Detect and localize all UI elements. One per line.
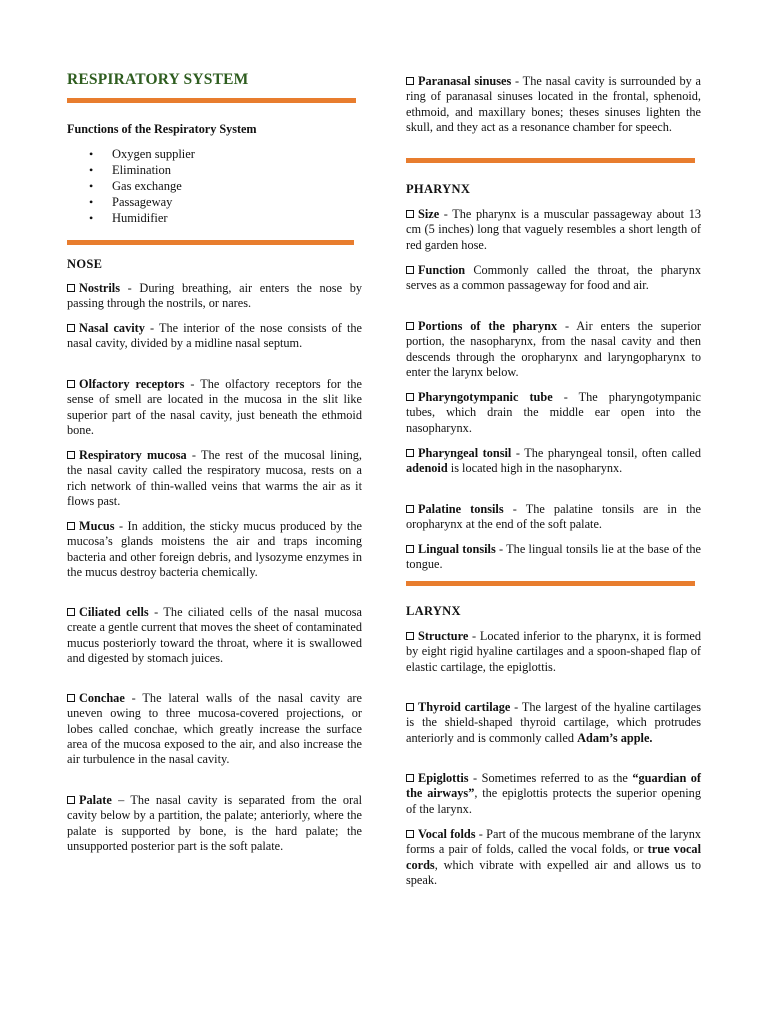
function-paragraph: Function Commonly called the throat, the pharynx serves as a common passageway for food and air.: [406, 263, 701, 293]
checkbox-icon: [406, 210, 414, 218]
mucus-paragraph: Mucus - In addition, the sticky mucus produced by the mucosa’s glands moistens the air and traps incoming bacteria and other foreign debris, and lysozyme enzymes in the mucus destroy bacteria chemically.: [67, 519, 362, 579]
portions-paragraph: Portions of the pharynx - Air enters the superior portion, the nasopharynx, from the nasal cavity and then descends through the oropharynx and laryngopharynx to enter the larynx below.: [406, 319, 702, 379]
structure-paragraph: Structure - Located inferior to the pharynx, it is formed by eight rigid hyaline cartilages and a spoon-shaped flap of elastic cartilage, the epiglottis.: [406, 629, 701, 674]
epiglottis-paragraph: Epiglottis - Sometimes referred to as the “guardian of the airways”, the epiglottis protects the superior opening of the larynx.: [406, 771, 702, 816]
palatine-tonsils-paragraph: Palatine tonsils - The palatine tonsils are in the oropharynx at the end of the soft palate.: [406, 502, 701, 532]
divider-pharynx: [406, 581, 695, 586]
checkbox-icon: [67, 694, 75, 702]
divider-functions: [67, 240, 354, 245]
nostrils-paragraph: Nostrils - During breathing, air enters the nose by passing through the nostrils, or nares.: [67, 281, 362, 311]
checkbox-icon: [67, 284, 75, 292]
divider-title: [67, 98, 356, 103]
conchae-paragraph: Conchae - The lateral walls of the nasal cavity are uneven owing to three mucosa-covered projections, or lobes called conchae, which greatly increase the surface area of the mucosa exposed to the air, and also increase the air turbulence in the nasal cavity.: [67, 691, 362, 767]
checkbox-icon: [406, 77, 414, 85]
pharynx-heading: PHARYNX: [406, 182, 471, 196]
list-item: • Elimination: [67, 162, 195, 178]
pharyngeal-tonsil-paragraph: Pharyngeal tonsil - The pharyngeal tonsil, often called adenoid is located high in the nasopharynx.: [406, 446, 702, 476]
list-item: • Oxygen supplier: [67, 146, 195, 162]
list-item: • Passageway: [67, 194, 195, 210]
functions-heading: Functions of the Respiratory System: [67, 122, 257, 136]
checkbox-icon: [67, 796, 75, 804]
size-paragraph: Size - The pharynx is a muscular passageway about 13 cm (5 inches) long that vaguely resembles a short length of red garden hose.: [406, 207, 701, 252]
checkbox-icon: [406, 545, 414, 553]
larynx-heading: LARYNX: [406, 604, 461, 618]
checkbox-icon: [406, 830, 414, 838]
list-item: • Gas exchange: [67, 178, 195, 194]
lingual-tonsils-paragraph: Lingual tonsils - The lingual tonsils lie at the base of the tongue.: [406, 542, 701, 572]
thyroid-cartilage-paragraph: Thyroid cartilage - The largest of the hyaline cartilages is the shield-shaped thyroid cartilage, which protrudes anteriorly and is commonly called Adam’s apple.: [406, 700, 702, 745]
checkbox-icon: [67, 324, 75, 332]
checkbox-icon: [406, 322, 414, 330]
checkbox-icon: [406, 449, 414, 457]
palate-paragraph: Palate – The nasal cavity is separated from the oral cavity below by a partition, the palate; anteriorly, where the palate is supported by bone, is the hard palate; the unsupported posterior part is the soft palate.: [67, 793, 362, 853]
list-item: • Humidifier: [67, 210, 195, 226]
ciliated-cells-paragraph: Ciliated cells - The ciliated cells of the nasal mucosa create a gentle current that moves the sheet of contaminated mucus posteriorly toward the throat, where it is swallowed and digested by stomach juices.: [67, 605, 363, 665]
checkbox-icon: [67, 522, 75, 530]
checkbox-icon: [406, 393, 414, 401]
nasal-cavity-paragraph: Nasal cavity - The interior of the nose consists of the nasal cavity, divided by a midline nasal septum.: [67, 321, 363, 351]
pharyngotympanic-paragraph: Pharyngotympanic tube - The pharyngotympanic tubes, which drain the middle ear open into the nasopharynx.: [406, 390, 702, 435]
functions-list: [67, 146, 195, 226]
page-title: RESPIRATORY SYSTEM: [67, 71, 249, 88]
checkbox-icon: [406, 703, 414, 711]
checkbox-icon: [67, 451, 75, 459]
respiratory-mucosa-paragraph: Respiratory mucosa - The rest of the mucosal lining, the nasal cavity called the respiratory mucosa, rests on a rich network of thin-walled veins that warms the air as it flows past.: [67, 448, 362, 508]
paranasal-paragraph: Paranasal sinuses - The nasal cavity is surrounded by a ring of paranasal sinuses located in the frontal, sphenoid, ethmoid, and maxillary bones; theses sinuses lighten the skull, and they act as a resonance chamber for speech.: [406, 74, 701, 134]
checkbox-icon: [67, 608, 75, 616]
nose-heading: NOSE: [67, 257, 103, 271]
checkbox-icon: [406, 505, 414, 513]
olfactory-paragraph: Olfactory receptors - The olfactory receptors for the sense of smell are located in the mucosa in the slit like superior part of the nasal cavity, just beneath the ethmoid bone.: [67, 377, 362, 437]
checkbox-icon: [67, 380, 75, 388]
vocal-folds-paragraph: Vocal folds - Part of the mucous membrane of the larynx forms a pair of folds, called the vocal folds, or true vocal cords, which vibrate with expelled air and allows us to speak.: [406, 827, 702, 887]
checkbox-icon: [406, 266, 414, 274]
checkbox-icon: [406, 774, 414, 782]
checkbox-icon: [406, 632, 414, 640]
divider-paranasal: [406, 158, 695, 163]
